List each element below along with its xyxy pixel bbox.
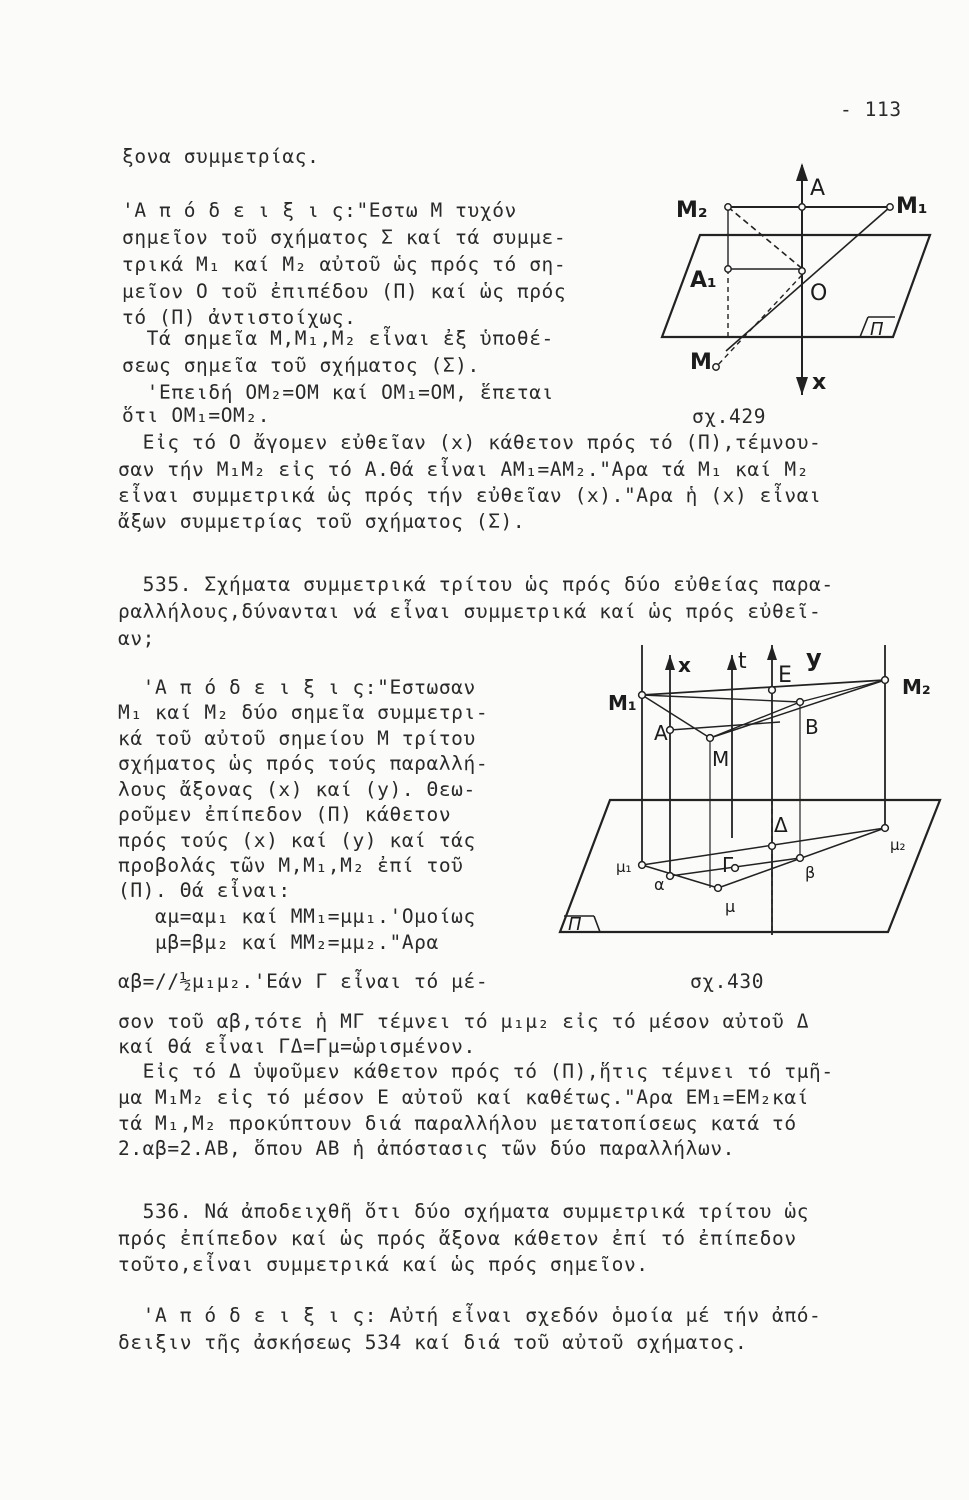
label-M2: M₂ [902,675,931,699]
text-line: πρός ἐπίπεδον καί ὡς πρός ἄξονα κάθετον ἐπί τό ἐπίπεδον [118,1227,797,1250]
text-line: τό (Π) ἀντιστοίχως. [122,306,357,329]
text-line: αν; [118,627,156,650]
label-M: M [712,747,730,771]
label-m2: μ₂ [890,836,906,854]
label-E: E [778,663,792,688]
label-m1: μ₁ [616,858,632,876]
label-m: μ [725,897,736,916]
text-line: Τά σημεῖα Μ,Μ₁,Μ₂ εἶναι ἐξ ὑποθέ- [122,327,554,350]
figure-430 [550,640,950,970]
figure-429-drawing [640,155,940,430]
text-line: σαν τήν Μ₁Μ₂ εἰς τό Α.Θά εἶναι ΑΜ₁=ΑΜ₂."Αρα τά Μ₁ καί Μ₂ [118,458,810,481]
text-line: αμ=αμ₁ καί ΜΜ₁=μμ₁.'Ομοίως [118,905,476,928]
label-P: Π [568,914,582,935]
figure-429 [640,155,940,430]
text-line: προβολάς τῶν Μ,Μ₁,Μ₂ ἐπί τοῦ [118,854,464,877]
text-line: τρικά Μ₁ καί Μ₂ αὐτοῦ ὡς πρός τό ση- [122,253,567,276]
text-line: σεως σημεῖα τοῦ σχήματος (Σ). [122,354,480,377]
label-b: β [805,863,816,882]
text-line: Εἰς τό Δ ὑψοῦμεν κάθετον πρός τό (Π),ἥτις τέμνει τό τμῆ- [118,1060,834,1083]
text-line: μα Μ₁Μ₂ εἰς τό μέσον Ε αὐτοῦ καί καθέτως."Αρα ΕΜ₁=ΕΜ₂καί [118,1086,810,1109]
text-line: σχήματος ὡς πρός τούς παραλλή- [118,752,489,775]
text-line: καί θά εἶναι ΓΔ=Γμ=ὡρισμένον. [118,1035,476,1058]
label-A: A [654,721,668,745]
text-line: λους ἄξονας (x) καί (y). Θεω- [118,778,476,801]
figure-430-caption: σχ.430 [690,970,765,993]
text-line: 'Επειδή ΟΜ₂=ΟΜ καί ΟΜ₁=ΟΜ, ἕπεται [122,381,554,404]
label-A: A [810,176,826,201]
label-M2: M₂ [676,198,708,223]
text-line: 'Α π ό δ ε ι ξ ι ς:"Εστω Μ τυχόν [122,199,517,222]
label-D: Δ [774,813,788,837]
text-line: 'Α π ό δ ε ι ξ ι ς: Αὐτή εἶναι σχεδόν ὁμοία μέ τήν ἀπό- [118,1304,822,1327]
text-line: ἄξων συμμετρίας τοῦ σχήματος (Σ). [118,510,526,533]
text-line: πρός τούς (x) καί (y) καί τάς [118,829,476,852]
text-line: Μ₁ καί Μ₂ δύο σημεῖα συμμετρι- [118,701,489,724]
text-line: Εἰς τό Ο ἄγομεν εὐθεῖαν (x) κάθετον πρός τό (Π),τέμνου- [118,431,822,454]
text-line: σον τοῦ αβ,τότε ἡ ΜΓ τέμνει τό μ₁μ₂ εἰς τό μέσον αὐτοῦ Δ [118,1010,810,1033]
label-x: x [678,653,691,677]
text-line: ραλλήλους,δύνανται νά εἶναι συμμετρικά καί ὡς πρός εὐθεῖ- [118,600,822,623]
label-A1: A₁ [690,268,717,293]
text-line: ξονα συμμετρίας. [122,145,320,168]
text-line: τοῦτο,εἶναι συμμετρικά καί ὡς πρός σημεῖον. [118,1253,649,1276]
label-x: x [812,370,827,395]
text-line: 536. Νά ἀποδειχθῆ ὅτι δύο σχήματα συμμετρικά τρίτου ὡς [118,1200,810,1223]
text-line: δειξιν τῆς ἀσκήσεως 534 καί διά τοῦ αὐτοῦ σχήματος. [118,1331,748,1354]
figure-429-caption: σχ.429 [692,405,767,428]
label-G: Γ [722,853,734,877]
figure-430-drawing [550,640,950,970]
label-O: O [810,281,828,306]
label-t: t [738,649,747,674]
text-line: μεῖον Ο τοῦ ἐπιπέδου (Π) καί ὡς πρός [122,280,567,303]
label-M1: M₁ [896,194,928,219]
text-line: μβ=βμ₂ καί ΜΜ₂=μμ₂."Αρα [118,931,439,954]
text-line: σημεῖον τοῦ σχήματος Σ καί τά συμμε- [122,226,567,249]
text-line: 535. Σχήματα συμμετρικά τρίτου ὡς πρός δύο εὐθείας παρα- [118,573,834,596]
label-P: Π [870,319,884,340]
text-line: (Π). Θά εἶναι: [118,879,291,902]
text-line: αβ=//½μ₁μ₂.'Εάν Γ εἶναι τό μέ- [118,970,489,993]
text-line: εἶναι συμμετρικά ὡς πρός τήν εὐθεῖαν (x)."Αρα ἡ (x) εἶναι [118,484,822,507]
page-number: - 113 [840,98,902,121]
text-line: 2.αβ=2.ΑΒ, ὅπου ΑΒ ἡ ἀπόστασις τῶν δύο παραλλήλων. [118,1137,735,1160]
label-M1: M₁ [608,691,637,715]
text-line: 'Α π ό δ ε ι ξ ι ς:"Εστωσαν [118,676,476,699]
text-line: τά Μ₁,Μ₂ προκύπτουν διά παραλλήλου μετατοπίσεως κατά τό [118,1112,797,1135]
label-y: y [806,644,822,672]
label-B: B [805,715,819,739]
text-line: ὅτι ΟΜ₁=ΟΜ₂. [122,404,271,427]
text-line: κά τοῦ αὐτοῦ σημείου Μ τρίτου [118,727,476,750]
label-a: α [654,875,665,894]
label-M: M [690,350,712,375]
text-line: ροῦμεν ἐπίπεδον (Π) κάθετον [118,803,452,826]
